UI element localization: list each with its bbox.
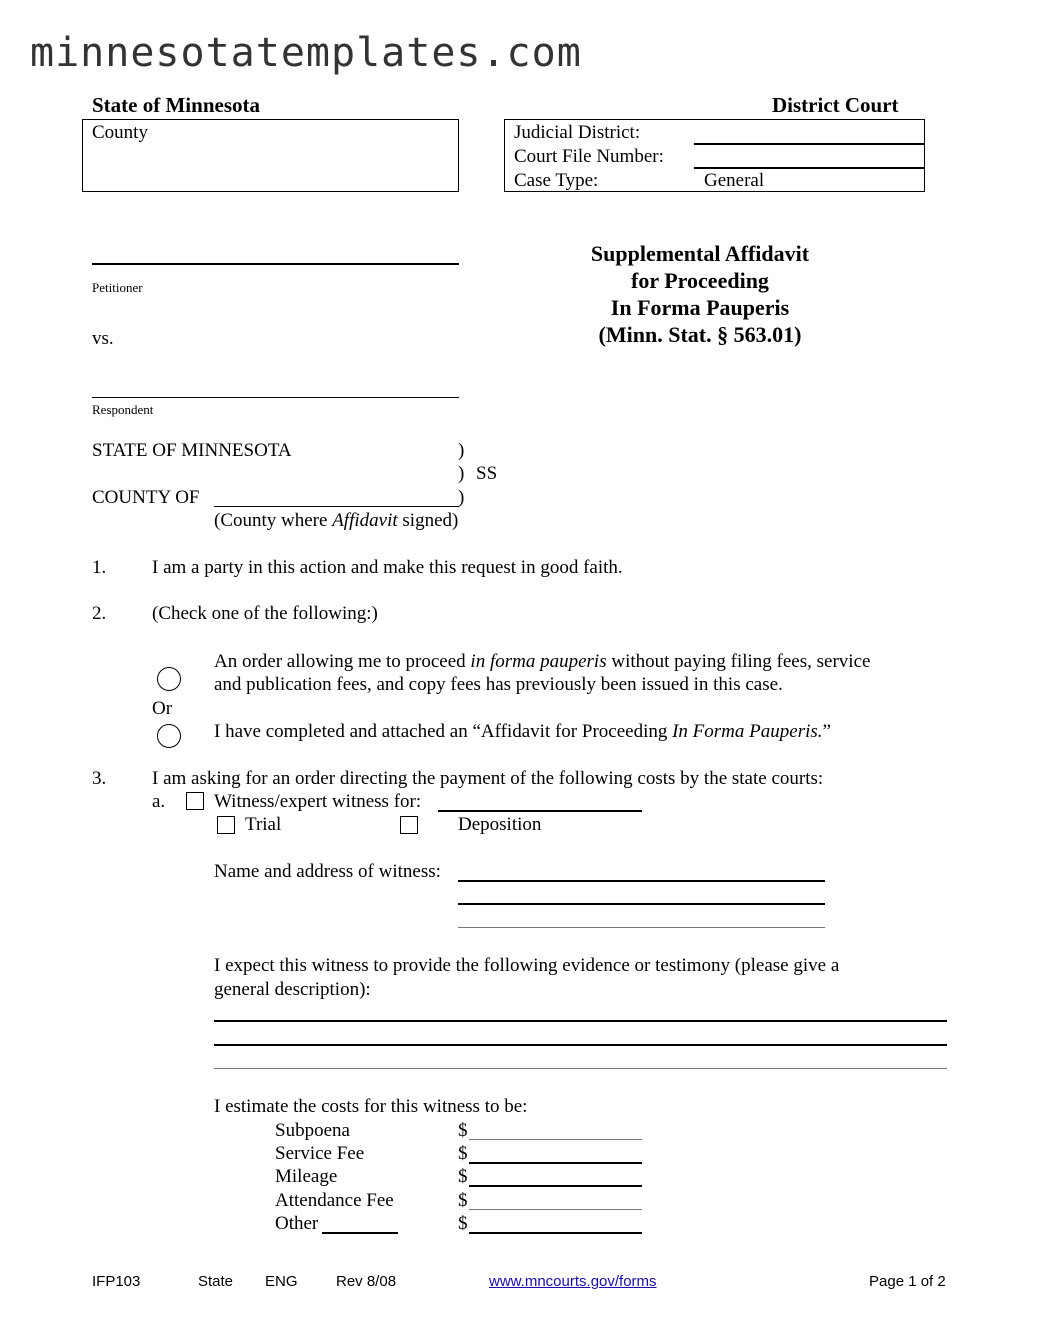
footer-scope: State [198,1273,234,1290]
cost-other-currency: $ [458,1213,468,1234]
venue-paren-3: ) [458,487,465,508]
venue-paren-2: ) [458,463,465,484]
evidence-text-1: I expect this witness to provide the following evidence or testimony (please give a [214,955,840,976]
respondent-label: Respondent [92,402,154,417]
option-prior-order-text: An order allowing me to proceed in forma pauperis without paying filing fees, service [214,651,871,672]
judicial-district-field[interactable] [694,143,924,145]
cost-subpoena-label: Subpoena [275,1120,350,1141]
petitioner-label: Petitioner [92,280,143,295]
evidence-line-2[interactable] [214,1044,947,1046]
name-address-label: Name and address of witness: [214,861,441,882]
cost-subpoena-field[interactable] [469,1139,642,1140]
cost-attendance-fee-field[interactable] [469,1209,642,1210]
cost-attendance-fee-label: Attendance Fee [275,1190,394,1211]
cost-service-fee-field[interactable] [469,1162,642,1164]
footer-page-number: Page 1 of 2 [869,1273,946,1290]
court-info-box [504,119,925,192]
or-label: Or [152,698,173,719]
footer-lang: ENG [265,1273,298,1290]
title-line-3: In Forma Pauperis [610,295,790,320]
court-heading: District Court [772,93,899,117]
footer-rev: Rev 8/08 [336,1273,397,1290]
witness-checkbox[interactable] [186,792,204,810]
cost-attendance-fee-currency: $ [458,1190,468,1211]
item-1-number: 1. [92,557,107,578]
title-line-4: (Minn. Stat. § 563.01) [598,322,802,347]
cost-mileage-currency: $ [458,1166,468,1187]
county-box[interactable] [82,119,459,192]
item-2-text: (Check one of the following:) [152,603,378,624]
state-heading: State of Minnesota [92,93,260,117]
court-file-number-field[interactable] [694,167,924,169]
evidence-line-3[interactable] [214,1068,947,1069]
cost-mileage-field[interactable] [469,1185,642,1187]
option-prior-order-text-2: and publication fees, and copy fees has previously been issued in this case. [214,674,783,695]
case-type-value: General [704,170,765,191]
judicial-district-label: Judicial District: [514,122,641,143]
estimate-text: I estimate the costs for this witness to be: [214,1096,528,1117]
item-2-number: 2. [92,603,107,624]
cost-other-field[interactable] [469,1232,642,1234]
witness-for-field[interactable] [438,810,642,812]
item-1-text: I am a party in this action and make this request in good faith. [152,557,623,578]
witness-address-line-2[interactable] [458,903,825,905]
item-3-number: 3. [92,768,107,789]
sub-item-a: a. [152,791,166,812]
petitioner-field[interactable] [92,263,459,265]
title-line-1: Supplemental Affidavit [590,241,810,266]
title-line-2: for Proceeding [631,268,769,293]
option-attached-affidavit-text: I have completed and attached an “Affidavit for Proceeding In Forma Pauperis.” [214,721,831,742]
venue-state: STATE OF MINNESOTA [92,440,292,461]
item-3-text: I am asking for an order directing the payment of the following costs by the state courts: [152,768,824,789]
court-file-label: Court File Number: [514,146,664,167]
document-title [540,240,860,348]
county-label: County [92,122,148,143]
cost-other-label: Other [275,1213,319,1234]
case-type-label: Case Type: [514,170,599,191]
trial-checkbox[interactable] [217,816,235,834]
option-prior-order-radio[interactable] [157,667,181,691]
venue-ss: SS [476,463,498,484]
venue-county-of: COUNTY OF [92,487,200,508]
cost-subpoena-currency: $ [458,1120,468,1141]
witness-address-line-3[interactable] [458,927,825,928]
venue-county-field[interactable] [214,506,459,507]
cost-other-name-field[interactable] [322,1232,398,1234]
cost-mileage-label: Mileage [275,1166,338,1187]
footer-forms-link[interactable]: www.mncourts.gov/forms [489,1273,657,1290]
venue-county-note: (County where Affidavit signed) [214,510,459,531]
venue-paren-1: ) [458,440,465,461]
evidence-line-1[interactable] [214,1020,947,1022]
cost-service-fee-currency: $ [458,1143,468,1164]
footer-form-id: IFP103 [92,1273,141,1290]
evidence-text-2: general description): [214,979,371,1000]
deposition-checkbox[interactable] [400,816,418,834]
cost-service-fee-label: Service Fee [275,1143,365,1164]
deposition-label: Deposition [458,814,542,835]
option-attached-affidavit-radio[interactable] [157,724,181,748]
vs-label: vs. [92,328,114,349]
watermark: minnesotatemplates.com [30,30,582,76]
witness-address-line-1[interactable] [458,880,825,882]
witness-for-label: Witness/expert witness for: [214,791,422,812]
trial-label: Trial [245,814,282,835]
